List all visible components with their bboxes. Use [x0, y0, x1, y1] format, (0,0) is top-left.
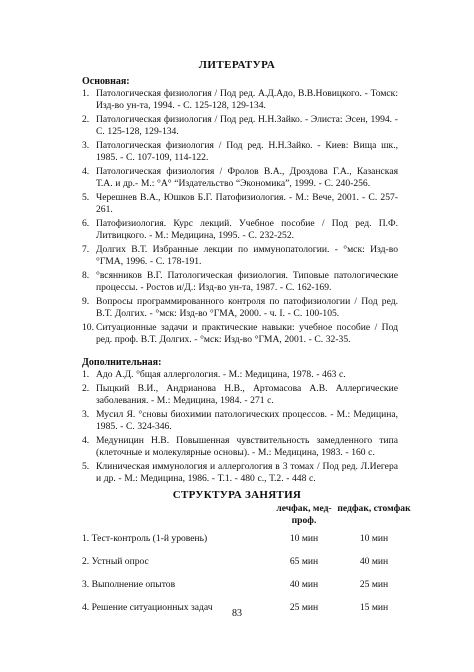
reference-item	[82, 270, 398, 294]
reference-number: 9.	[82, 296, 90, 307]
header-lechfak: лечфак, мед-проф.	[276, 503, 332, 526]
reference-item	[82, 435, 398, 459]
activity-label: 3. Выполнение опытов	[82, 579, 176, 590]
reference-number: 3.	[82, 140, 90, 151]
reference-item	[82, 114, 398, 138]
reference-number: 5.	[82, 192, 90, 203]
lesson-structure-table	[82, 503, 412, 625]
table-header-row	[82, 503, 412, 533]
page-title: ЛИТЕРАТУРА	[198, 59, 276, 71]
reference-text: Патофизиология. Курс лекций. Учебное пособие / Под ред. П.Ф. Литвицкого. - М.: Медицина, 1995. - С. 232-252.	[96, 218, 398, 241]
reference-text: Патологическая физиология / Под ред. А.Д.Адо, В.В.Новицкого. - Томск: Изд-во ун-та, 1994. - С. 125-128, 129-134.	[96, 88, 398, 111]
reference-item	[82, 296, 398, 320]
lesson-structure-title: СТРУКТУРА ЗАНЯТИЯ	[172, 489, 302, 501]
duration-lechfak: 25 мин	[289, 602, 319, 613]
reference-item	[82, 461, 398, 485]
reference-text: Мусил Я. °сновы биохимии патологических процессов. - М.: Медицина, 1985. - С. 324-346.	[96, 409, 398, 432]
reference-item	[82, 140, 398, 164]
reference-number: 4.	[82, 435, 90, 446]
reference-item	[82, 166, 398, 190]
reference-number: 6.	[82, 218, 90, 229]
reference-text: Ситуационные задачи и практические навыки: учебное пособие / Под ред. проф. В.Т. Долгих. - °мск: Изд-во °ГМА, 2001. - С. 32-35.	[96, 322, 398, 345]
duration-pedfak: 10 мин	[359, 533, 389, 544]
reference-item	[82, 192, 398, 216]
reference-item	[82, 244, 398, 268]
additional-literature-list	[82, 369, 398, 487]
reference-number: 10.	[82, 322, 94, 333]
duration-lechfak: 65 мин	[289, 556, 319, 567]
duration-lechfak: 10 мин	[289, 533, 319, 544]
reference-item	[82, 218, 398, 242]
header-pedfak: педфак, стомфак	[337, 503, 411, 514]
reference-number: 3.	[82, 409, 90, 420]
table-row	[82, 533, 412, 556]
duration-pedfak: 40 мин	[359, 556, 389, 567]
header-blank-cell	[82, 503, 272, 533]
reference-text: Клиническая иммунология и аллергология в 3 томах / Под ред. Л.Иегера и др. - М.: Медицина, 1986. - Т.1. - 480 с., Т.2. - 448 с.	[96, 461, 398, 484]
reference-text: Патологическая физиология / Под ред. Н.Н.Зайко. - Киев: Вища шк., 1985. - С. 107-109, 114-122.	[96, 140, 398, 163]
reference-item	[82, 369, 398, 381]
reference-number: 8.	[82, 270, 90, 281]
duration-pedfak: 25 мин	[359, 579, 389, 590]
activity-label: 2. Устный опрос	[82, 556, 149, 567]
main-literature-heading: Основная:	[82, 76, 130, 87]
table-row	[82, 579, 412, 602]
reference-number: 7.	[82, 244, 90, 255]
reference-text: Патологическая физиология / Под ред. Н.Н.Зайко. - Элиста: Эсен, 1994. - С. 125-128, 129-134.	[96, 114, 398, 137]
reference-item	[82, 88, 398, 112]
reference-number: 1.	[82, 369, 90, 380]
reference-text: Медуницин Н.В. Повышенная чувствительность замедленного типа (клеточные и молекулярные основы). - М.: Медицина, 1983. - 160 с.	[96, 435, 398, 458]
reference-text: Адо А.Д. °бщая аллергология. - М.: Медицина, 1978. - 463 с.	[96, 369, 346, 380]
reference-number: 4.	[82, 166, 90, 177]
reference-number: 2.	[82, 114, 90, 125]
additional-literature-heading: Дополнительная:	[82, 357, 162, 368]
reference-number: 2.	[82, 383, 90, 394]
reference-item	[82, 322, 398, 346]
reference-text: °всянников В.Г. Патологическая физиология. Типовые патологические процессы. - Ростов и/Д.: Изд-во ун-та, 1987. - С. 162-169.	[96, 270, 398, 293]
reference-number: 1.	[82, 88, 90, 99]
activity-label: 4. Решение ситуационных задач	[82, 602, 213, 613]
reference-text: Патологическая физиология / Фролов В.А., Дроздова Г.А., Казанская Т.А. и др.- М.: °А° “Издательство “Экономика”, 1999. - С. 240-256.	[96, 166, 398, 189]
reference-item	[82, 383, 398, 407]
reference-text: Пыцкий В.И., Андрианова Н.В., Артомасова А.В. Аллергические заболевания. - М.: Медицина, 1984. - 271 с.	[96, 383, 398, 406]
page-number: 83	[232, 608, 242, 619]
main-literature-list	[82, 88, 398, 348]
reference-text: Черешнев В.А., Юшков Б.Г. Патофизиология. - М.: Вече, 2001. - С. 257-261.	[96, 192, 398, 215]
table-row	[82, 556, 412, 579]
reference-item	[82, 409, 398, 433]
duration-lechfak: 40 мин	[289, 579, 319, 590]
duration-pedfak: 15 мин	[359, 602, 389, 613]
activity-label: 1. Тест-контроль (1-й уровень)	[82, 533, 208, 544]
reference-text: Вопросы программированного контроля по патофизиологии / Под ред. В.Т. Долгих. - °мск: Изд-во °ГМА, 2000. - ч. I. - С. 100-105.	[96, 296, 398, 319]
reference-number: 5.	[82, 461, 90, 472]
reference-text: Долгих В.Т. Избранные лекции по иммунопатологии. - °мск: Изд-во °ГМА, 1996. - С. 178-191.	[96, 244, 398, 267]
